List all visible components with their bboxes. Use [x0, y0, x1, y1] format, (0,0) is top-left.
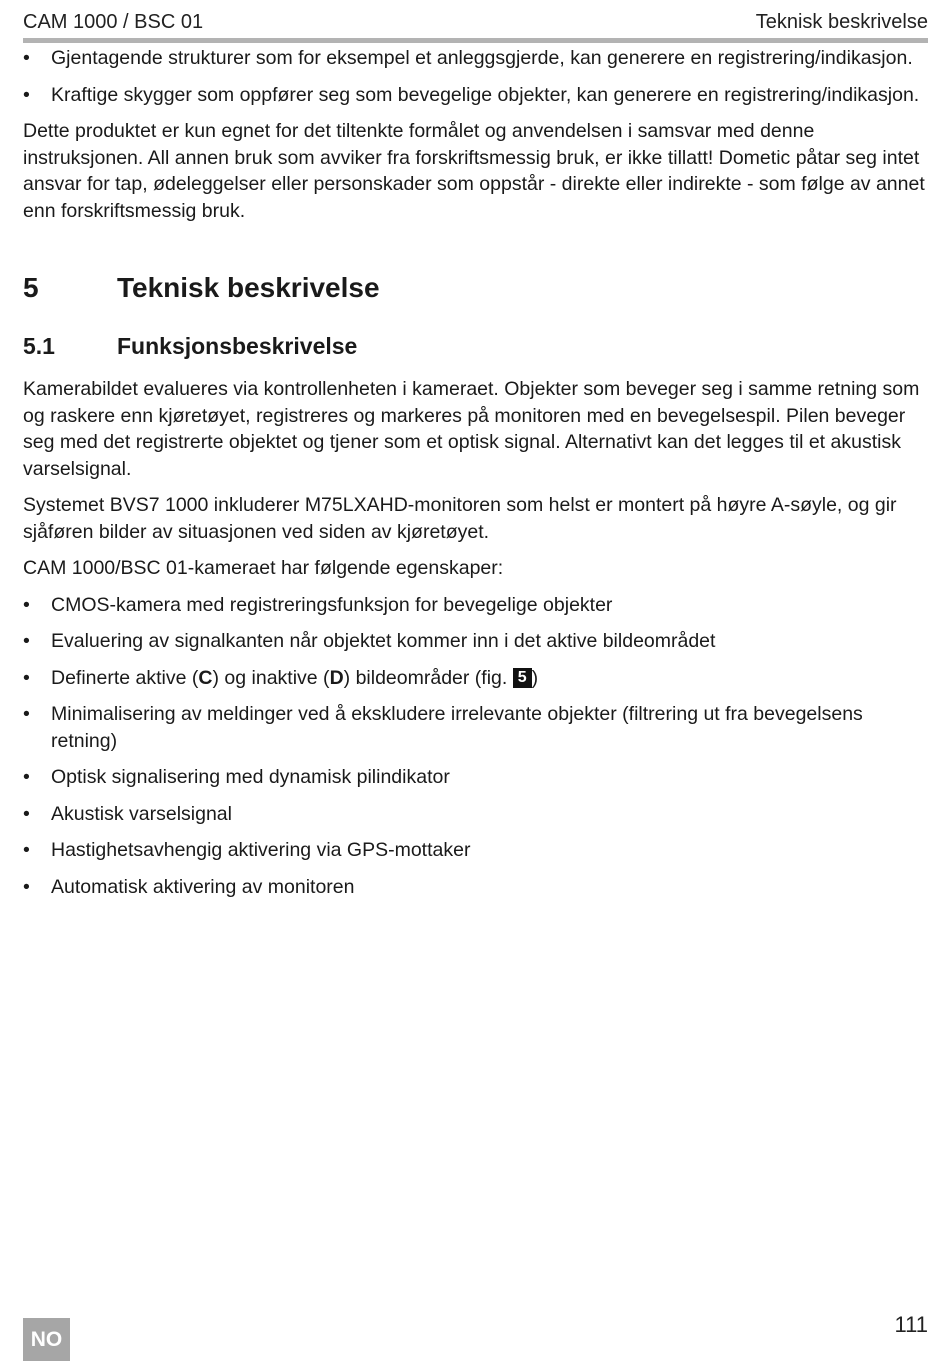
list-item-text: Kraftige skygger som oppfører seg som bevegelige objekter, kan generere en registrering/indikasjon.	[51, 83, 920, 106]
document-page	[23, 0, 928, 1365]
bullet-icon: •	[23, 630, 30, 652]
list-item-text	[51, 667, 538, 689]
section-title: Teknisk beskrivelse	[117, 272, 380, 303]
subsection-number: 5.1	[23, 333, 55, 359]
bullet-icon: •	[23, 593, 30, 616]
header-product-name: CAM 1000 / BSC 01	[23, 11, 204, 33]
list-item	[23, 45, 928, 72]
bullet-icon: •	[23, 703, 30, 725]
section-number: 5	[23, 272, 39, 303]
features-intro-paragraph: CAM 1000/BSC 01-kameraet har følgende egenskaper:	[23, 557, 504, 579]
bullet-icon: •	[23, 83, 30, 106]
page-content	[23, 45, 928, 910]
subsection-heading	[23, 330, 928, 362]
list-item-text: CMOS-kamera med registreringsfunksjon for bevegelige objekter	[51, 593, 613, 616]
list-item-text: Gjentagende strukturer som for eksempel et anleggsgjerde, kan generere en registrering/indikasjon.	[51, 47, 913, 69]
subsection-title: Funksjonsbeskrivelse	[117, 333, 358, 359]
area-label-d: D	[329, 666, 344, 689]
list-item-text: Evaluering av signalkanten når objektet kommer inn i det aktive bildeområdet	[51, 630, 716, 652]
list-item	[23, 628, 928, 655]
page-number: 111	[894, 1312, 928, 1337]
bullet-icon: •	[23, 802, 30, 825]
text-fragment: )	[531, 666, 539, 689]
list-item	[23, 801, 928, 828]
text-fragment: ) bildeområder (fig.	[343, 666, 513, 689]
list-item	[23, 82, 928, 109]
intended-use-paragraph: Dette produktet er kun egnet for det tiltenkte formålet og anvendelsen i samsvar med denne instruksjonen. All annen bruk som avviker fra forskriftsmessig bruk, er ikke tillatt! Dometic påtar seg intet ansvar for tap, ødeleggelser eller personskader som oppstår - direkte eller indirekte - som følge av annet enn forskriftsmessig bruk.	[23, 120, 925, 222]
body-paragraph: Kamerabildet evalueres via kontrollenheten i kameraet. Objekter som beveger seg i samme retning som og raskere enn kjøretøyet, registreres og markeres på monitoren med en bevegelsespil. Pilen beveger seg med det registrerte objektet og tjener som et optisk signal. Alternativt kan det legges til et akustisk varselsignal.	[23, 378, 920, 480]
header-chapter-title: Teknisk beskrivelse	[755, 11, 928, 33]
area-label-c: C	[198, 666, 213, 689]
list-item	[23, 592, 928, 619]
list-item-text: Optisk signalisering med dynamisk pilindikator	[51, 766, 450, 788]
body-paragraph: Systemet BVS7 1000 inkluderer M75LXAHD-monitoren som helst er montert på høyre A-søyle, og gir sjåføren bilder av situasjonen ved siden av kjøretøyet.	[23, 494, 897, 543]
list-item-text: Hastighetsavhengig aktivering via GPS-mottaker	[51, 839, 471, 861]
list-item-text: Akustisk varselsignal	[51, 802, 232, 825]
list-item	[23, 764, 928, 791]
list-item-text: Minimalisering av meldinger ved å ekskludere irrelevante objekter (filtrering ut fra bevegelsens retning)	[51, 703, 863, 752]
page-header	[23, 7, 928, 37]
text-fragment: ) og inaktive (	[212, 666, 330, 689]
section-heading	[23, 268, 928, 308]
list-item	[23, 837, 928, 864]
bullet-icon: •	[23, 839, 30, 861]
bullet-icon: •	[23, 875, 30, 898]
list-item-text: Automatisk aktivering av monitoren	[51, 875, 355, 898]
bullet-icon: •	[23, 666, 30, 689]
bullet-icon: •	[23, 47, 30, 69]
list-item	[23, 701, 928, 754]
list-item	[23, 874, 928, 901]
bullet-icon: •	[23, 766, 30, 788]
header-divider	[23, 38, 928, 43]
list-item	[23, 665, 928, 692]
figure-reference-badge: 5	[513, 668, 532, 688]
text-fragment: Definerte aktive (	[51, 666, 199, 689]
language-badge: NO	[23, 1318, 70, 1361]
